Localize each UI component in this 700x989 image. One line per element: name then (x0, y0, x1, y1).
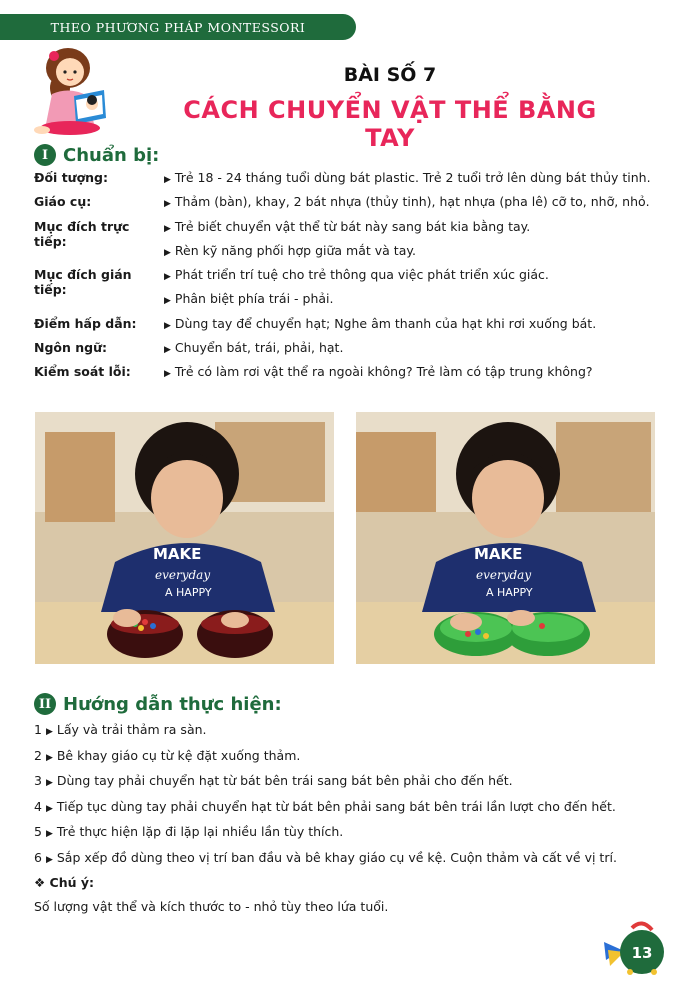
section-title: Hướng dẫn thực hiện: (63, 693, 282, 715)
arrow-icon: ▶ (45, 803, 53, 814)
prep-label: Mục đích gián tiếp: (34, 267, 132, 298)
section-badge: I (34, 144, 56, 166)
section-prepare-heading (34, 144, 159, 166)
step-text: Sắp xếp đồ dùng theo vị trí ban đầu và bê khay giáo cụ về kệ. Cuộn thảm và cất về vị trí. (56, 849, 617, 865)
photo-child-green-tray (356, 412, 655, 664)
prep-row (34, 267, 674, 298)
arrow-icon: ▶ (164, 247, 171, 258)
note-text: Số lượng vật thể và kích thước to - nhỏ tùy theo lứa tuổi. (34, 899, 389, 914)
note-title: ❖ Chú ý: (34, 875, 95, 890)
prep-value: Thảm (bàn), khay, 2 bát nhựa (thủy tinh), hạt nhựa (pha lê) cỡ to, nhỡ, nhỏ. (174, 194, 650, 210)
arrow-icon: ▶ (164, 272, 171, 283)
prep-label: Đối tượng: (34, 170, 109, 185)
prep-value: Dùng tay để chuyển hạt; Nghe âm thanh của hạt khi rơi xuống bát. (174, 315, 597, 331)
prep-row (34, 340, 674, 364)
section-badge: II (34, 693, 56, 715)
prep-value: Trẻ biết chuyển vật thể từ bát này sang bát kia bằng tay. (174, 218, 531, 234)
section-title: Chuẩn bị: (63, 144, 160, 166)
step-number: 3 (34, 773, 42, 788)
arrow-icon: ▶ (164, 369, 171, 380)
arrow-icon: ▶ (45, 854, 53, 865)
prep-value: Phân biệt phía trái - phải. (174, 291, 334, 307)
step-text: Dùng tay phải chuyển hạt từ bát bên trái sang bát bên phải cho đến hết. (56, 773, 513, 788)
lesson-title: CÁCH CHUYỂN VẬT THỂ BẰNG TAY (183, 96, 597, 152)
photo-child-red-bowls (35, 412, 334, 664)
step-number: 4 (34, 798, 42, 814)
step-text: Tiếp tục dùng tay phải chuyển hạt từ bát bên phải sang bát bên trái lần lượt cho đến hết. (56, 798, 616, 814)
arrow-icon: ▶ (164, 320, 171, 331)
step-item (34, 722, 674, 748)
shirt-text: A HAPPY (165, 586, 212, 599)
step-item (34, 799, 674, 825)
step-item (34, 748, 674, 774)
section-instructions-heading (34, 693, 282, 715)
step-item (34, 824, 674, 850)
arrow-icon: ▶ (45, 778, 53, 788)
shirt-text: MAKE (474, 545, 523, 563)
arrow-icon: ▶ (45, 727, 53, 737)
arrow-icon: ▶ (164, 175, 171, 185)
prep-label: Điểm hấp dẫn: (34, 315, 137, 331)
page-number-badge (600, 920, 680, 980)
prep-label: Kiểm soát lỗi: (34, 364, 131, 380)
shirt-text: everyday (476, 568, 532, 582)
arrow-icon: ▶ (45, 752, 53, 763)
step-text: Lấy và trải thảm ra sàn. (56, 722, 207, 737)
prep-label: Ngôn ngữ: (34, 340, 107, 356)
arrow-icon: ▶ (164, 345, 171, 356)
prep-value: Chuyển bát, trái, phải, hạt. (174, 340, 344, 356)
step-item (34, 773, 674, 799)
prep-label: Giáo cụ: (34, 194, 92, 210)
prep-row (34, 170, 674, 194)
step-text: Trẻ thực hiện lặp đi lặp lại nhiều lần tùy thích. (56, 824, 344, 839)
prep-value: Rèn kỹ năng phối hợp giữa mắt và tay. (174, 242, 416, 258)
arrow-icon: ▶ (164, 199, 171, 210)
arrow-icon: ▶ (164, 296, 171, 307)
step-number: 5 (34, 824, 42, 839)
step-number: 6 (34, 849, 42, 865)
step-item (34, 850, 674, 876)
header-banner: THEO PHƯƠNG PHÁP MONTESSORI (0, 14, 356, 40)
arrow-icon: ▶ (45, 829, 53, 839)
prep-list (34, 170, 674, 389)
step-number: 1 (34, 722, 42, 737)
prep-row (34, 194, 674, 218)
prep-value: Trẻ 18 - 24 tháng tuổi dùng bát plastic. Trẻ 2 tuổi trở lên dùng bát thủy tinh. (174, 170, 651, 185)
shirt-text: MAKE (153, 545, 202, 563)
prep-row (34, 316, 674, 340)
arrow-icon: ▶ (164, 223, 171, 234)
step-number: 2 (34, 747, 42, 763)
lesson-number: BÀI SỐ 7 (343, 64, 437, 86)
prep-value: Trẻ có làm rơi vật thể ra ngoài không? Trẻ làm có tập trung không? (174, 364, 593, 380)
reading-girl-illustration (30, 44, 120, 136)
shirt-text: everyday (155, 568, 211, 582)
step-text: Bê khay giáo cụ từ kệ đặt xuống thảm. (56, 747, 301, 763)
prep-row (34, 218, 674, 249)
page-number: 13 (631, 944, 653, 962)
steps-list (34, 722, 674, 923)
prep-value: Phát triển trí tuệ cho trẻ thông qua việc phát triển xúc giác. (174, 267, 549, 283)
shirt-text: A HAPPY (486, 586, 533, 599)
prep-label: Mục đích trực tiếp: (34, 218, 130, 249)
prep-row (34, 364, 674, 388)
